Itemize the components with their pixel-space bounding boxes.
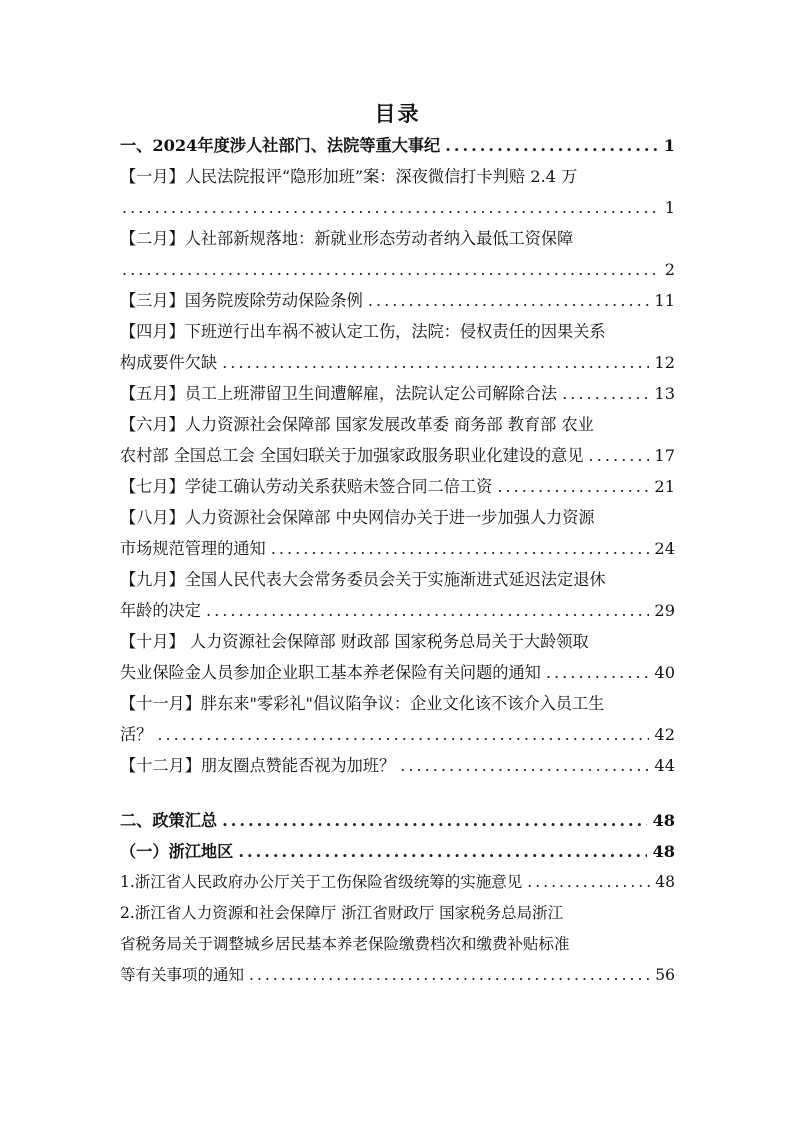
page-number: 12 bbox=[654, 353, 675, 372]
entry-title-line: 1.浙江省人民政府办公厅关于工伤保险省级统筹的实施意见 bbox=[120, 873, 523, 891]
dot-leader bbox=[497, 471, 649, 502]
entry-title-line: 【十月】 人力资源社会保障部 财政部 国家税务总局关于大龄领取 bbox=[120, 632, 589, 651]
entry-title-line: 市场规范管理的通知 bbox=[120, 539, 266, 558]
dot-leader bbox=[589, 440, 650, 471]
dot-leader bbox=[368, 285, 650, 316]
entry-title-line: 【四月】下班逆行出车祸不被认定工伤，法院：侵权责任的因果关系 bbox=[120, 322, 606, 341]
entry-title-line: 活？ bbox=[120, 725, 153, 744]
entry-title-line: 【二月】人社部新规落地：新就业形态劳动者纳入最低工资保障 bbox=[120, 229, 574, 248]
dot-leader bbox=[562, 378, 649, 409]
dot-leader bbox=[122, 254, 658, 285]
entry-title-line: 【十二月】朋友圈点赞能否视为加班？ bbox=[120, 756, 396, 775]
page-number: 11 bbox=[654, 291, 675, 310]
dot-leader bbox=[249, 960, 650, 991]
toc-entry[interactable] bbox=[120, 161, 675, 223]
toc-entry[interactable] bbox=[120, 750, 675, 781]
dot-leader bbox=[157, 719, 649, 750]
entry-title-line: 【一月】人民法院报评“隐形加班”案：深夜微信打卡判赔 2.4 万 bbox=[120, 167, 578, 186]
dot-leader bbox=[222, 347, 649, 378]
page-number: 13 bbox=[654, 384, 675, 403]
dot-leader bbox=[445, 130, 658, 161]
toc-page bbox=[120, 98, 675, 991]
entry-title-line: 失业保险金人员参加企业职工基本养老保险有关问题的通知 bbox=[120, 663, 541, 682]
section-gap bbox=[120, 781, 675, 805]
page-number: 29 bbox=[654, 601, 675, 620]
subsection-label: （一）浙江地区 bbox=[120, 842, 234, 861]
page-number: 42 bbox=[654, 725, 675, 744]
toc-entry[interactable] bbox=[120, 471, 675, 502]
dot-leader bbox=[238, 836, 647, 867]
section-label: 一、2024年度涉人社部门、法院等重大事纪 bbox=[120, 136, 441, 155]
toc-entry[interactable] bbox=[120, 223, 675, 285]
toc-entry[interactable] bbox=[120, 378, 675, 409]
toc-entry[interactable] bbox=[120, 867, 675, 898]
page-number: 56 bbox=[655, 966, 675, 984]
entry-title-line: 【三月】国务院废除劳动保险条例 bbox=[120, 291, 363, 310]
toc-entry[interactable] bbox=[120, 285, 675, 316]
page-number: 48 bbox=[652, 842, 675, 861]
entry-title-line: 构成要件欠缺 bbox=[120, 353, 218, 372]
dot-leader bbox=[527, 867, 650, 898]
entry-title-line: 【五月】员工上班滞留卫生间遭解雇，法院认定公司解除合法 bbox=[120, 384, 558, 403]
dot-leader bbox=[400, 750, 649, 781]
toc-entry[interactable] bbox=[120, 316, 675, 378]
entry-title-line: 【六月】人力资源社会保障部 国家发展改革委 商务部 教育部 农业 bbox=[120, 415, 594, 434]
entry-title-line: 农村部 全国总工会 全国妇联关于加强家政服务职业化建设的意见 bbox=[120, 446, 584, 465]
entry-title-line: 【十一月】胖东来"零彩礼"倡议陷争议：企业文化该不该介入员工生 bbox=[120, 694, 605, 713]
page-number: 17 bbox=[654, 446, 675, 465]
entry-title-line: 省税务局关于调整城乡居民基本养老保险缴费档次和缴费补贴标准 bbox=[120, 935, 570, 953]
page-number: 40 bbox=[654, 663, 675, 682]
dot-leader bbox=[222, 805, 647, 836]
entry-title-line: 年龄的决定 bbox=[120, 601, 201, 620]
page-number: 21 bbox=[654, 477, 675, 496]
toc-subsection[interactable] bbox=[120, 836, 675, 867]
dot-leader bbox=[546, 657, 650, 688]
page-number: 48 bbox=[655, 873, 675, 891]
toc-entry[interactable] bbox=[120, 688, 675, 750]
toc-entry[interactable] bbox=[120, 564, 675, 626]
page-number: 48 bbox=[652, 811, 675, 830]
toc-entry[interactable] bbox=[120, 626, 675, 688]
toc-section-1[interactable] bbox=[120, 130, 675, 161]
entry-title-line: 等有关事项的通知 bbox=[120, 966, 245, 984]
entry-title-line: 【九月】全国人民代表大会常务委员会关于实施渐进式延迟法定退休 bbox=[120, 570, 606, 589]
toc-entry[interactable] bbox=[120, 502, 675, 564]
entry-title-line: 【八月】人力资源社会保障部 中央网信办关于进一步加强人力资源 bbox=[120, 508, 595, 527]
toc-section-2[interactable] bbox=[120, 805, 675, 836]
page-number: 44 bbox=[654, 756, 675, 775]
dot-leader bbox=[271, 533, 650, 564]
toc-entry[interactable] bbox=[120, 409, 675, 471]
page-number: 1 bbox=[664, 198, 675, 217]
entry-title-line: 【七月】学徒工确认劳动关系获赔未签合同二倍工资 bbox=[120, 477, 493, 496]
page-number: 24 bbox=[654, 539, 675, 558]
section-label: 二、政策汇总 bbox=[120, 811, 218, 830]
toc-title: 目录 bbox=[374, 101, 421, 126]
page-number: 1 bbox=[663, 136, 675, 155]
toc-entry[interactable] bbox=[120, 898, 675, 991]
page-number: 2 bbox=[664, 260, 675, 279]
dot-leader bbox=[122, 192, 658, 223]
entry-title-line: 2.浙江省人力资源和社会保障厅 浙江省财政厅 国家税务总局浙江 bbox=[120, 904, 564, 922]
dot-leader bbox=[206, 595, 649, 626]
